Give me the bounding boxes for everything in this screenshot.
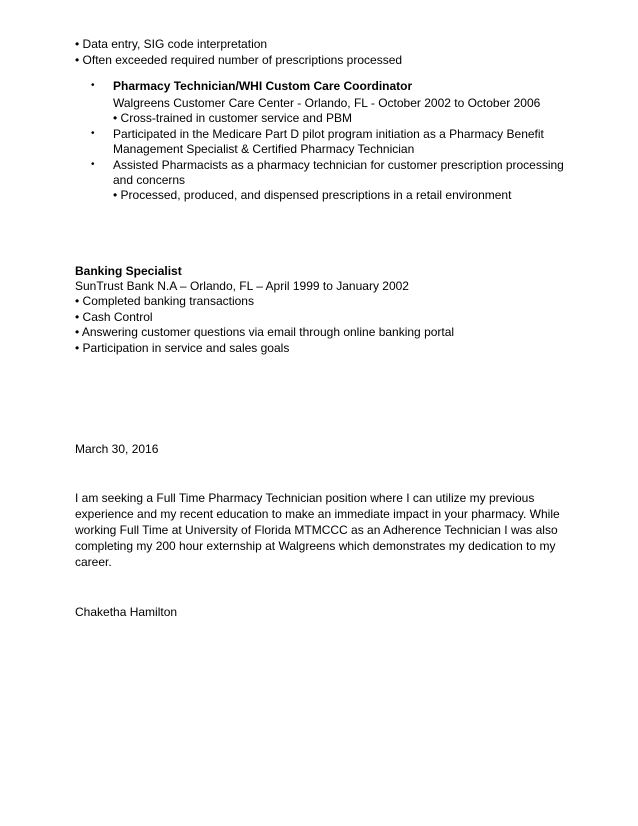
walgreens-assisted-line2: and concerns xyxy=(113,173,186,187)
banking-bullet-service-goals: • Participation in service and sales goals xyxy=(75,341,290,355)
letter-body-line: I am seeking a Full Time Pharmacy Technician position where I can utilize my previous xyxy=(75,491,535,505)
banking-employer: SunTrust Bank N.A – Orlando, FL – April 1999 to January 2002 xyxy=(75,279,409,293)
letter-body-line: completing my 200 hour externship at Walgreens which demonstrates my dedication to my xyxy=(75,539,556,553)
list-bullet: • xyxy=(91,80,95,91)
banking-bullet-cash-control: • Cash Control xyxy=(75,310,153,324)
walgreens-job-title: Pharmacy Technician/WHI Custom Care Coordinator xyxy=(113,79,413,93)
letter-signature: Chaketha Hamilton xyxy=(75,605,178,619)
list-bullet: • xyxy=(91,159,95,170)
walgreens-sub-bullet-cross-trained: • Cross-trained in customer service and PBM xyxy=(113,111,352,125)
banking-job-title: Banking Specialist xyxy=(75,264,182,278)
letter-date: March 30, 2016 xyxy=(75,442,159,456)
walgreens-medicare-line2: Management Specialist & Certified Pharmacy Technician xyxy=(113,142,415,156)
bullet-data-entry: • Data entry, SIG code interpretation xyxy=(75,37,268,51)
letter-body-line: career. xyxy=(75,555,112,569)
letter-body-line: working Full Time at University of Florida MTMCCC as an Adherence Technician I was also xyxy=(75,523,558,537)
banking-bullet-customer-questions: • Answering customer questions via email through online banking portal xyxy=(75,325,455,339)
letter-body-line: experience and my recent education to make an immediate impact in your pharmacy. While xyxy=(75,507,560,521)
banking-bullet-transactions: • Completed banking transactions xyxy=(75,294,254,308)
walgreens-assisted-line1: Assisted Pharmacists as a pharmacy technician for customer prescription processing xyxy=(113,158,564,172)
walgreens-employer: Walgreens Customer Care Center - Orlando, FL - October 2002 to October 2006 xyxy=(113,96,541,110)
walgreens-sub-bullet-processed: • Processed, produced, and dispensed prescriptions in a retail environment xyxy=(113,188,512,202)
bullet-exceeded-prescriptions: • Often exceeded required number of prescriptions processed xyxy=(75,53,403,67)
walgreens-medicare-line1: Participated in the Medicare Part D pilot program initiation as a Pharmacy Benefit xyxy=(113,127,544,141)
list-bullet: • xyxy=(91,128,95,139)
